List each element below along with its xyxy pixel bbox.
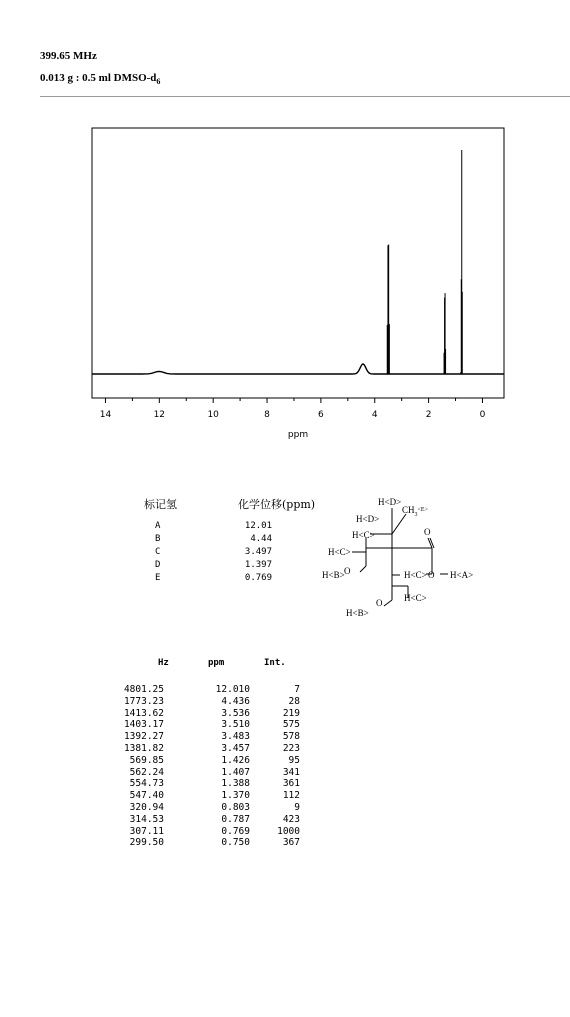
assign-label: C: [155, 547, 161, 557]
o3-label: O: [376, 598, 383, 608]
x-tick-label: 12: [153, 410, 166, 420]
peak-hz: 554.73: [129, 778, 164, 790]
peak-hz: 320.94: [129, 802, 164, 813]
carbonyl-o-label: O: [424, 527, 431, 537]
peak-ppm: 1.407: [221, 766, 250, 778]
hc2-label: H<C>: [328, 547, 351, 557]
peak-int: 7: [294, 684, 300, 695]
peak-int: 219: [282, 707, 300, 719]
peak-hz: 547.40: [129, 790, 164, 802]
peak-hz: 1392.27: [123, 731, 164, 743]
assign-label: D: [155, 560, 161, 570]
peak-int: 1000: [277, 825, 300, 837]
o2-label: O: [428, 570, 435, 580]
peak-int: 9: [294, 802, 300, 813]
peak-ppm: 1.370: [221, 790, 250, 802]
peak-ppm: 4.436: [221, 695, 250, 707]
hd-label: H<D>: [378, 497, 402, 507]
x-axis-label: ppm: [287, 430, 309, 440]
peak-int: 423: [282, 813, 300, 825]
assign-shift: 1.397: [244, 560, 272, 570]
assign-label: A: [155, 521, 161, 531]
sample-subscript: 6: [156, 77, 161, 87]
peak-header-int: Int.: [264, 658, 286, 668]
assign-shift: 3.497: [244, 547, 272, 557]
hb2-label: H<B>: [346, 608, 369, 618]
peak-ppm: 1.426: [221, 754, 250, 766]
assign-shift: 0.769: [244, 573, 272, 583]
hc3-label: H<C>: [404, 570, 427, 580]
peak-int: 578: [282, 731, 300, 743]
hd2-label: H<D>: [356, 514, 380, 524]
ch3-label: [402, 505, 429, 518]
peak-ppm: 3.510: [221, 719, 250, 731]
x-tick-label: 14: [99, 410, 112, 420]
hc1-label: H<C>: [352, 530, 375, 540]
peak-ppm: 3.457: [221, 743, 250, 754]
peak-ppm: 1.388: [221, 778, 250, 790]
peak-hz: 299.50: [129, 837, 164, 849]
peak-ppm: 0.769: [221, 825, 250, 837]
peak-ppm: 3.483: [221, 731, 250, 743]
peak-int: 341: [282, 766, 300, 778]
peak-hz: 4801.25: [123, 684, 164, 695]
o1-label: O: [344, 566, 351, 576]
peak-ppm: 3.536: [221, 707, 250, 719]
peak-ppm: 12.010: [215, 684, 250, 695]
hc4-label: H<C>: [404, 593, 427, 603]
ha-label: H<A>: [450, 570, 474, 580]
peak-ppm: 0.750: [221, 837, 250, 849]
ch3-e-label: <E>: [417, 507, 428, 513]
assign-header-shift: 化学位移(ppm): [238, 498, 316, 511]
spectrometer-frequency: 399.65 MHz: [40, 50, 97, 62]
peak-header-hz: Hz: [158, 658, 169, 668]
x-tick-label: 0: [479, 410, 486, 420]
peak-hz: 569.85: [129, 754, 164, 766]
assign-label: E: [155, 573, 161, 583]
assign-shift: 4.44: [250, 534, 272, 544]
x-tick-label: 4: [371, 410, 378, 420]
hb-label: H<B>: [322, 570, 345, 580]
x-tick-label: 2: [425, 410, 432, 420]
sample-text: 0.013 g : 0.5 ml DMSO-d: [40, 72, 157, 84]
x-tick-label: 6: [318, 410, 324, 420]
peak-hz: 1773.23: [123, 695, 164, 707]
peak-int: 112: [282, 790, 300, 802]
peak-int: 361: [282, 778, 300, 790]
assign-shift: 12.01: [244, 521, 272, 531]
assign-header-label: 标记氢: [144, 498, 177, 511]
peak-int: 28: [288, 695, 300, 707]
peak-header-ppm: ppm: [208, 658, 225, 668]
peak-int: 95: [288, 754, 300, 766]
peak-hz: 314.53: [129, 813, 164, 825]
peak-hz: 1381.82: [123, 743, 164, 754]
peak-ppm: 0.787: [221, 813, 250, 825]
peak-hz: 307.11: [129, 825, 164, 837]
peak-hz: 1403.17: [123, 719, 164, 731]
peak-hz: 1413.62: [123, 707, 164, 719]
ch3-text: CH: [402, 505, 415, 515]
x-tick-label: 8: [264, 410, 270, 420]
ch3-subscript: 3: [414, 512, 418, 518]
peak-int: 575: [282, 719, 300, 731]
peak-ppm: 0.803: [221, 802, 250, 813]
assign-label: B: [155, 534, 161, 544]
x-tick-label: 10: [207, 410, 219, 420]
peak-int: 367: [282, 837, 300, 849]
peak-hz: 562.24: [129, 766, 164, 778]
peak-int: 223: [282, 743, 300, 754]
